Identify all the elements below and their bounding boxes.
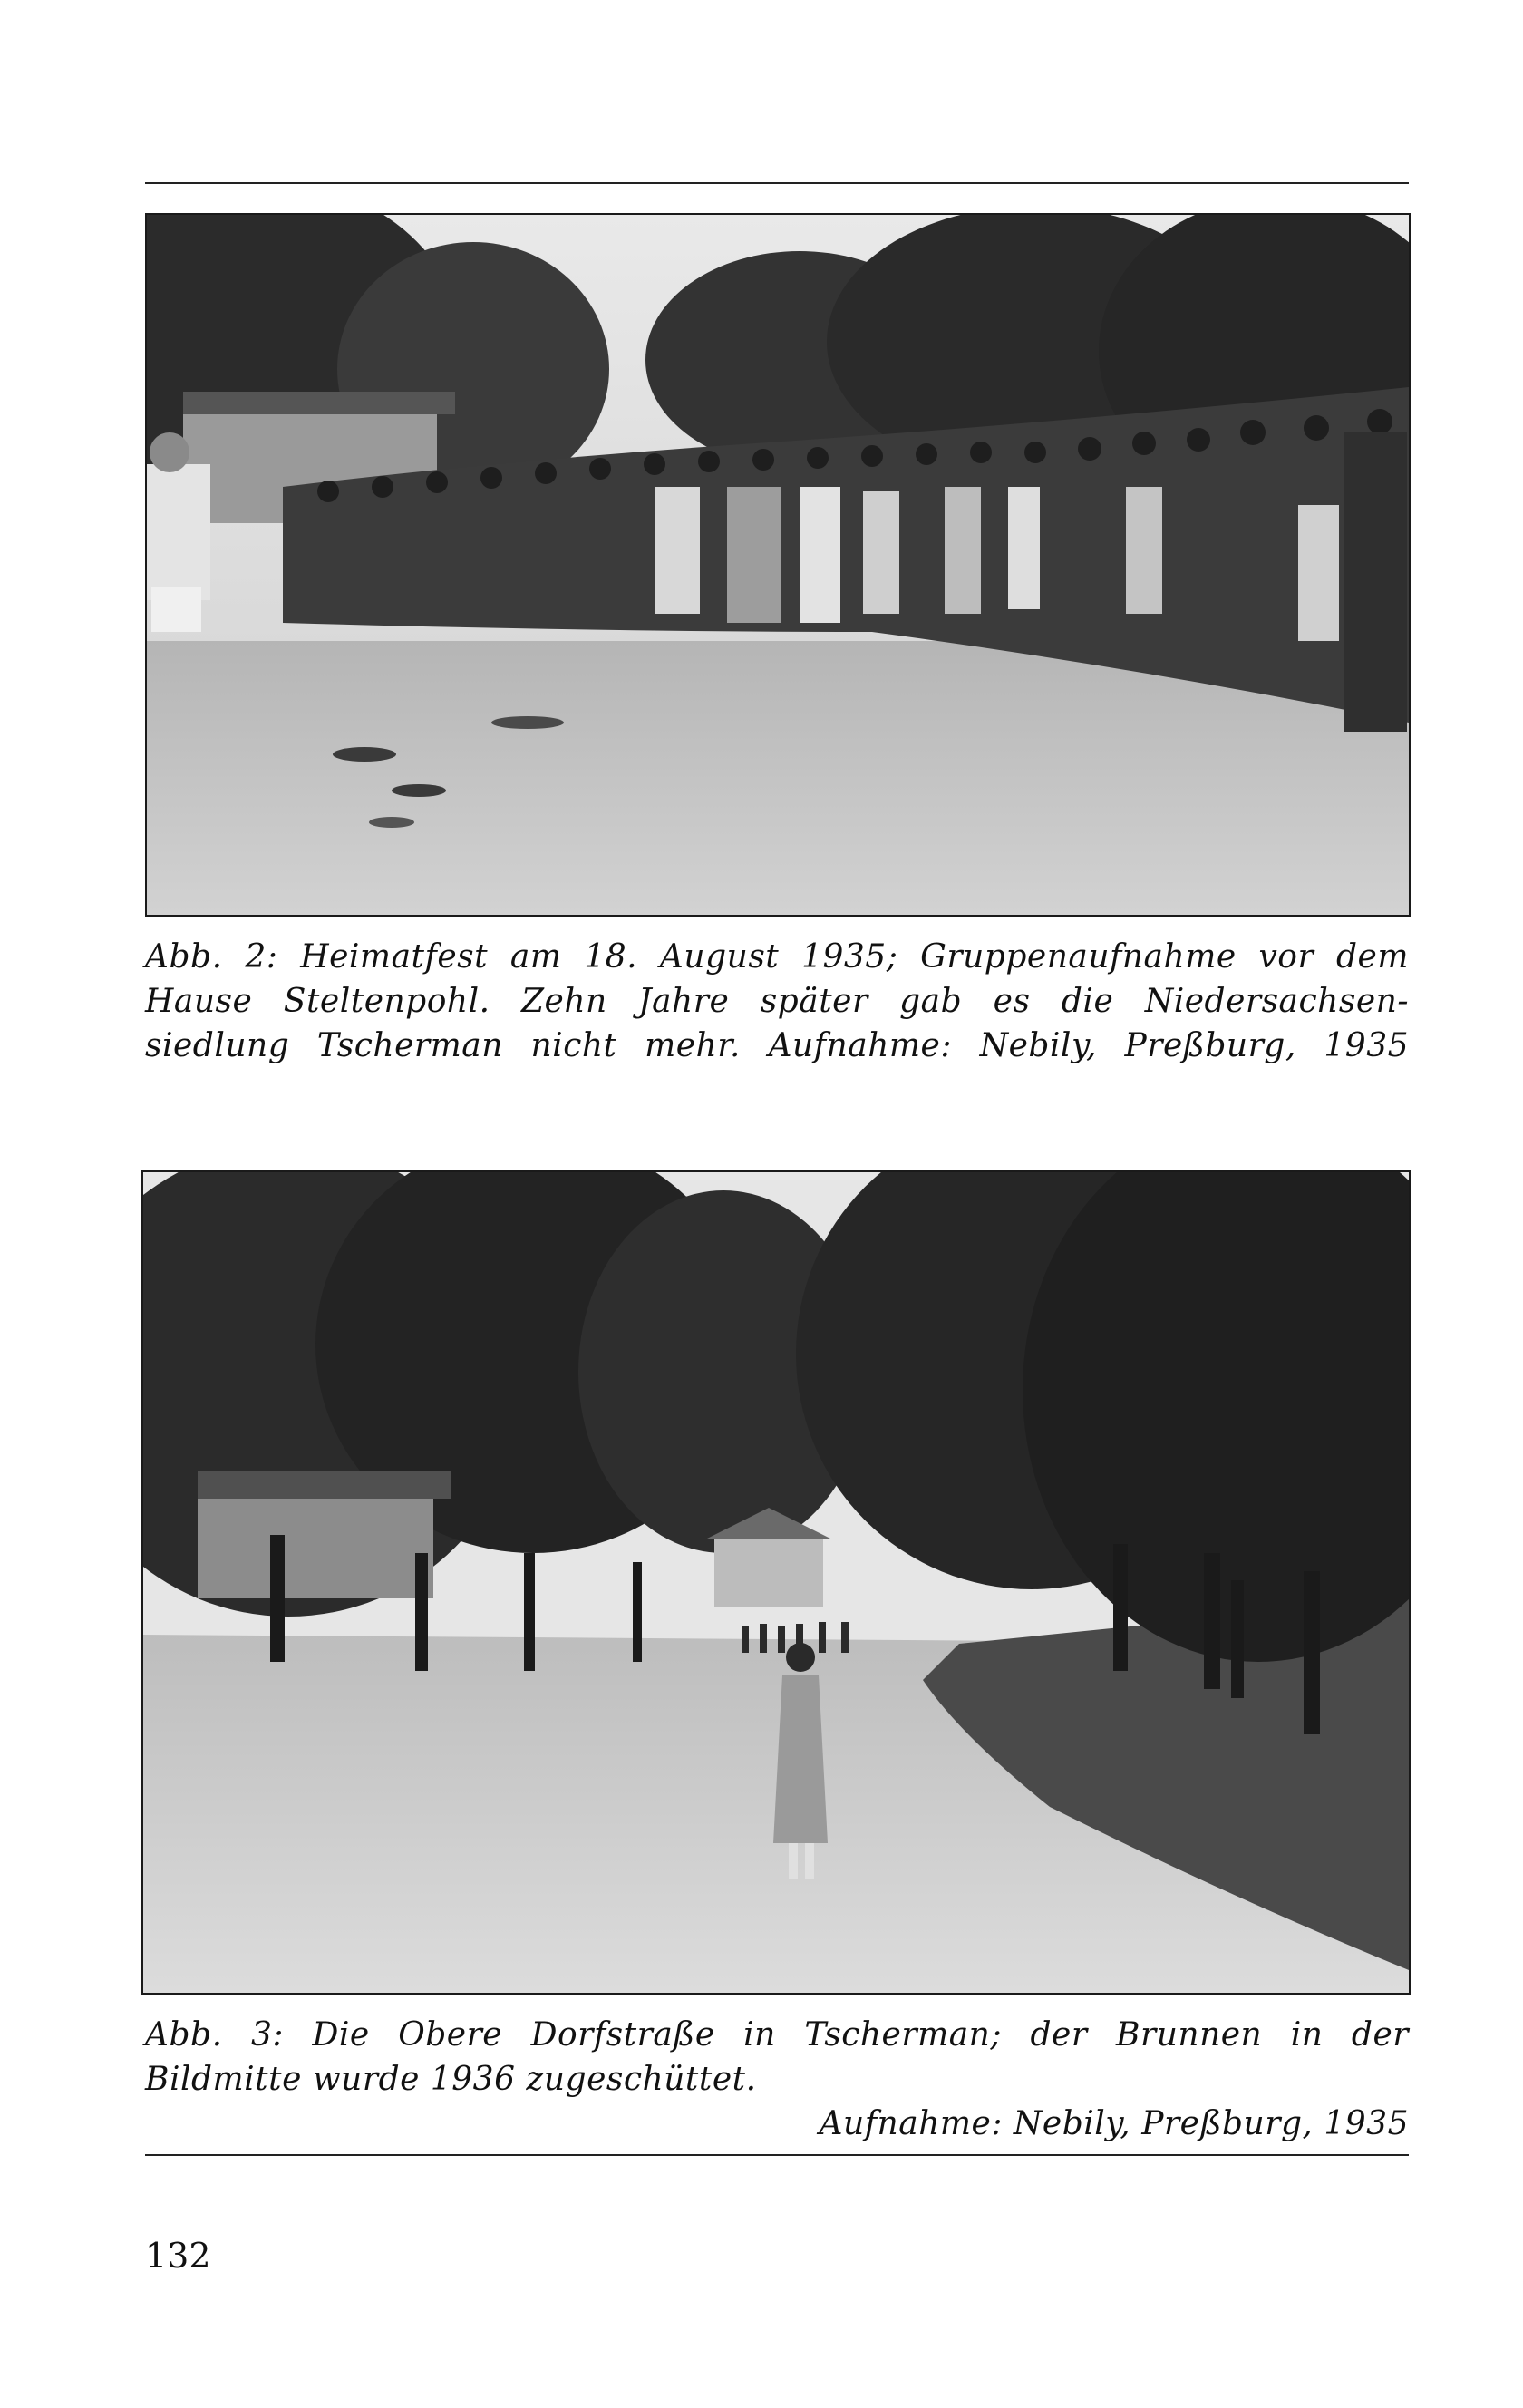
- caption-credit: Aufnahme: Nebily, Preßburg, 1935: [819, 2105, 1409, 2142]
- top-rule: [145, 182, 1409, 184]
- village-street-photo: [141, 1170, 1411, 1995]
- figure-3-caption: [145, 2013, 1409, 2146]
- group-photo: [145, 213, 1411, 917]
- figure-2-caption: [145, 935, 1409, 1068]
- caption-line: siedlung Tscherman nicht mehr. Aufnahme: Nebily, Preßburg, 1935: [145, 1027, 1409, 1064]
- bottom-rule: [145, 2154, 1409, 2156]
- caption-line: Abb. 3: Die Obere Dorfstraße in Tscherman; der Brunnen in der: [145, 2016, 1409, 2054]
- caption-line: Abb. 2: Heimatfest am 18. August 1935; Gruppenaufnahme vor dem: [145, 938, 1409, 976]
- page-number: 132: [145, 2236, 211, 2276]
- caption-line: Hause Steltenpohl. Zehn Jahre später gab es die Niedersachsen-: [145, 983, 1409, 1020]
- caption-line: Bildmitte wurde 1936 zugeschüttet.: [145, 2061, 757, 2098]
